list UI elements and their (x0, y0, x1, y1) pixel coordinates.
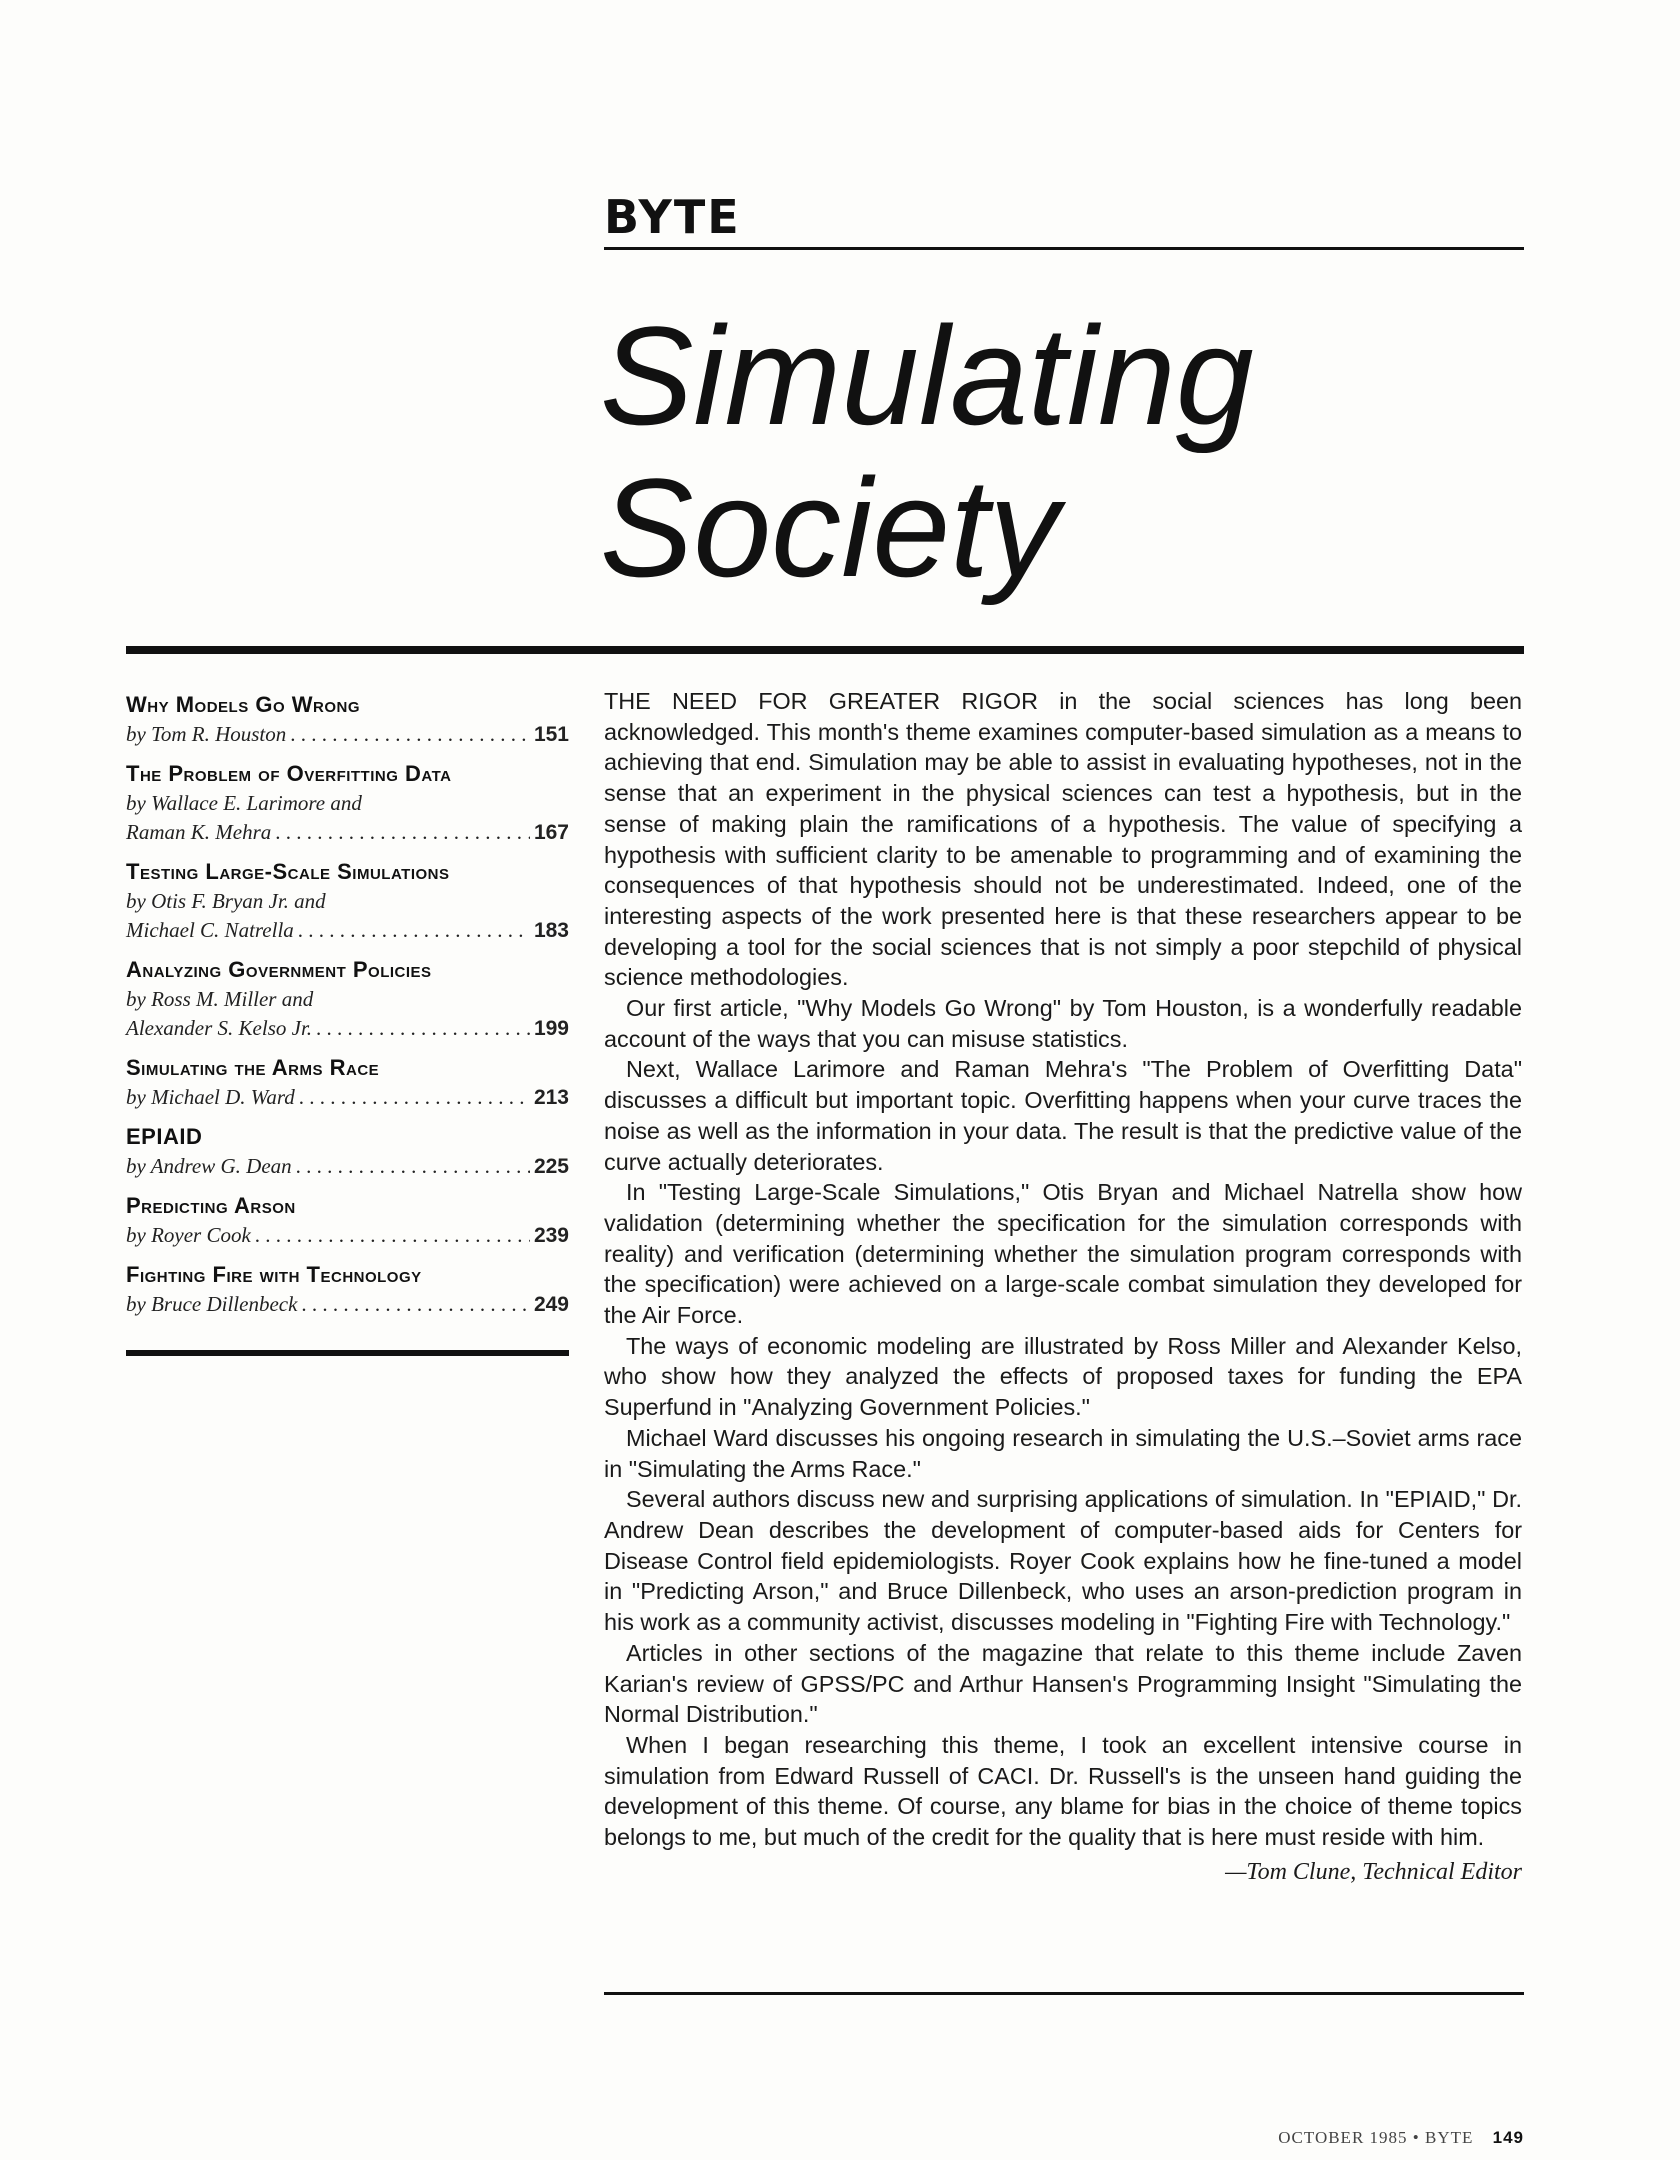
toc-entry-title: Testing Large-Scale Simulations (126, 859, 450, 884)
toc-entry-page: 183 (533, 919, 569, 942)
toc-bottom-rule (126, 1350, 569, 1356)
toc-entry-title: Simulating the Arms Race (126, 1055, 380, 1080)
toc-entry-author: by Ross M. Miller and (126, 987, 314, 1011)
toc-entry-title: Predicting Arson (126, 1193, 296, 1218)
toc-entry-author: Alexander S. Kelso Jr. (126, 1016, 313, 1040)
toc-entry-author: Raman K. Mehra (126, 820, 272, 844)
body-bottom-rule (604, 1992, 1524, 1995)
section-rule (126, 646, 1524, 654)
body-paragraph: Several authors discuss new and surprising applications of simulation. In "EPIAID," Dr. Andrew Dean describes the development of computer-based aids for Centers for Disease Control field epidemiologists. Royer Cook explains how he fine-tuned a model in "Predicting Arson," and Bruce Dillenbeck, who uses an arson-prediction program in his work as a community activist, discusses modeling in "Fighting Fire with Technology." (604, 1486, 1522, 1636)
toc-entry-title: EPIAID (126, 1124, 203, 1149)
toc-entry-title: Why Models Go Wrong (126, 692, 360, 717)
toc-entry-page: 213 (533, 1086, 569, 1109)
toc-entry-author: by Otis F. Bryan Jr. and (126, 889, 326, 913)
table-of-contents (126, 690, 569, 1329)
title-line-2: Society (600, 449, 1060, 606)
toc-entry-byline (126, 720, 569, 749)
title-line-1: Simulating (600, 297, 1254, 454)
article-body (604, 686, 1522, 1889)
toc-entry-byline (126, 1152, 569, 1181)
dot-leader (316, 1014, 530, 1043)
footer-issue: OCTOBER 1985 • BYTE (1278, 2128, 1474, 2147)
toc-entry-page: 151 (533, 723, 569, 746)
toc-entry-title: Fighting Fire with Technology (126, 1262, 422, 1287)
toc-entry (126, 1260, 569, 1319)
toc-entry-byline (126, 818, 569, 847)
toc-entry-byline (126, 1221, 569, 1250)
byte-logo: BYTE (604, 190, 741, 244)
toc-entry-page: 239 (533, 1224, 569, 1247)
body-paragraph: The ways of economic modeling are illustrated by Ross Miller and Alexander Kelso, who show how they analyzed the effects of proposed taxes for funding the EPA Superfund in "Analyzing Government Policies." (604, 1332, 1522, 1421)
dot-leader (296, 1152, 530, 1181)
toc-entry-title: The Problem of Overfitting Data (126, 761, 452, 786)
toc-entry (126, 759, 569, 847)
body-paragraph: Articles in other sections of the magazine that relate to this theme include Zaven Karian's review of GPSS/PC and Arthur Hansen's Programming Insight "Simulating the Normal Distribution." (604, 1639, 1522, 1728)
dot-leader (301, 1290, 530, 1319)
body-paragraph: THE NEED FOR GREATER RIGOR in the social sciences has long been acknowledged. This month's theme examines computer-based simulation as a means to achieving that end. Simulation may be able to assist in evaluating hypotheses, not in the sense that an experiment in the physical sciences can test a hypothesis, but in the sense of making plain the ramifications of a hypothesis. The value of specifying a hypothesis with sufficient clarity to be amenable to programming and of examining the consequences of that hypothesis should not be underestimated. Indeed, one of the interesting aspects of the work presented here is that these researchers appear to be developing a tool for the social sciences that is not simply a poor stepchild of physical science methodologies. (604, 688, 1522, 991)
toc-entry-author: by Wallace E. Larimore and (126, 791, 362, 815)
toc-entry-byline (126, 1014, 569, 1043)
toc-entry (126, 1191, 569, 1250)
editor-signature: —Tom Clune, Technical Editor (1225, 1858, 1522, 1885)
body-paragraph: In "Testing Large-Scale Simulations," Otis Bryan and Michael Natrella show how validation (determining whether the specification for the simulation corresponds with reality) and verification (determining whether the simulation program corresponds with the specification) were achieved on a large-scale combat simulation they developed for the Air Force. (604, 1179, 1522, 1329)
toc-entry (126, 1122, 569, 1181)
toc-entry-author: by Royer Cook (126, 1223, 251, 1247)
toc-entry-author: by Michael D. Ward (126, 1085, 295, 1109)
dot-leader (290, 720, 530, 749)
toc-entry-byline (126, 887, 569, 916)
dot-leader (255, 1221, 530, 1250)
toc-entry-author: Michael C. Natrella (126, 918, 294, 942)
dot-leader (299, 1083, 530, 1112)
page-footer (1278, 2128, 1524, 2148)
toc-entry-page: 225 (533, 1155, 569, 1178)
toc-entry-page: 249 (533, 1293, 569, 1316)
toc-entry-byline (126, 1083, 569, 1112)
toc-entry (126, 1053, 569, 1112)
toc-entry (126, 690, 569, 749)
toc-entry-author: by Tom R. Houston (126, 722, 287, 746)
toc-entry (126, 955, 569, 1043)
toc-entry-page: 199 (533, 1017, 569, 1040)
toc-entry-byline (126, 985, 569, 1014)
toc-entry-page: 167 (533, 821, 569, 844)
body-paragraph: Next, Wallace Larimore and Raman Mehra's "The Problem of Overfitting Data" discusses a difficult but important topic. Overfitting happens when your curve traces the noise as well as the information in your data. The result is that the predictive value of the curve actually deteriorates. (604, 1056, 1522, 1175)
toc-entry-author: by Bruce Dillenbeck (126, 1292, 298, 1316)
body-paragraph: Our first article, "Why Models Go Wrong" by Tom Houston, is a wonderfully readable account of the ways that you can misuse statistics. (604, 995, 1522, 1052)
page-number: 149 (1492, 2128, 1524, 2147)
toc-entry (126, 857, 569, 945)
body-paragraph: Michael Ward discusses his ongoing research in simulating the U.S.–Soviet arms race in "Simulating the Arms Race." (604, 1424, 1522, 1482)
dot-leader (275, 818, 530, 847)
header-rule (604, 247, 1524, 250)
body-paragraph: When I began researching this theme, I took an excellent intensive course in simulation from Edward Russell of CACI. Dr. Russell's is the unseen hand guiding the development of this theme. Of course, any blame for bias in the choice of theme topics belongs to me, but much of the credit for the quality that is here must reside with him. (604, 1731, 1522, 1851)
toc-entry-byline (126, 1290, 569, 1319)
toc-entry-author: by Andrew G. Dean (126, 1154, 292, 1178)
toc-entry-byline (126, 789, 569, 818)
toc-entry-title: Analyzing Government Policies (126, 957, 432, 982)
toc-entry-byline (126, 916, 569, 945)
dot-leader (298, 916, 530, 945)
page-title (600, 297, 1520, 606)
